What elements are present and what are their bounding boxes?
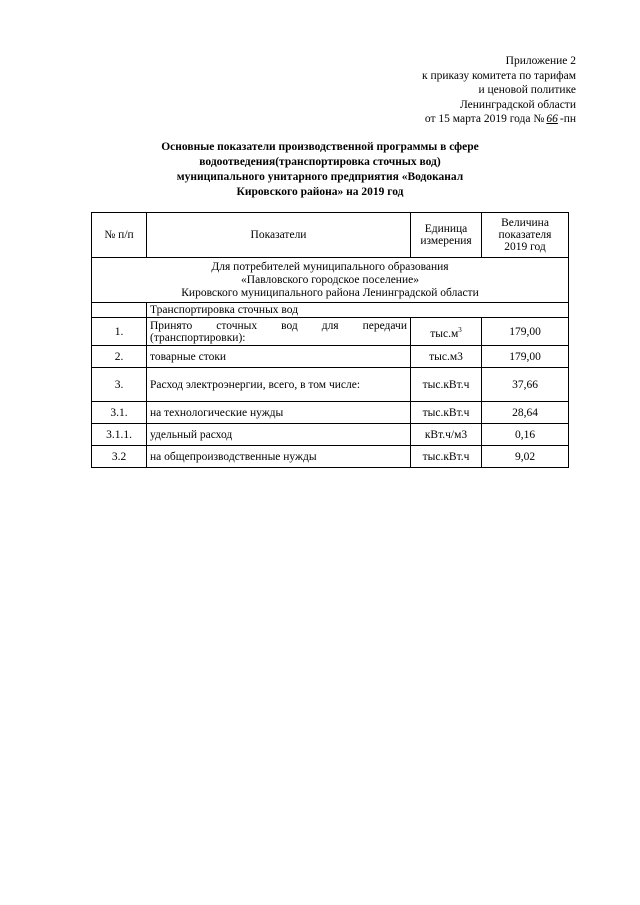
section-num-cell — [92, 303, 147, 318]
row-value: 179,00 — [482, 346, 569, 368]
row-unit — [411, 318, 482, 346]
row-num: 3.2 — [92, 446, 147, 468]
row-indicator: на общепроизводственные нужды — [147, 446, 411, 468]
row-indicator: удельный расход — [147, 424, 411, 446]
header-unit-line: измерения — [420, 235, 472, 247]
header-unit-line: Единица — [424, 223, 468, 235]
row-num: 3. — [92, 368, 147, 402]
row-unit: тыс.кВт.ч — [411, 368, 482, 402]
row-indicator: Расход электроэнергии, всего, в том числе: — [147, 368, 411, 402]
indicators-table — [91, 212, 569, 468]
document-title — [120, 140, 520, 200]
row-value: 9,02 — [482, 446, 569, 468]
appendix-line: к приказу комитета по тарифам — [422, 69, 576, 82]
appendix-line: Приложение 2 — [505, 55, 576, 67]
group-row — [92, 258, 569, 303]
group-line: «Павловского городское поселение» — [241, 273, 419, 286]
row-indicator: товарные стоки — [147, 346, 411, 368]
appendix-line: и ценовой политике — [478, 84, 576, 96]
row-unit: тыс.кВт.ч — [411, 402, 482, 424]
appendix-order-line — [422, 112, 576, 127]
header-value-line: показателя — [498, 229, 552, 241]
row-num: 1. — [92, 318, 147, 346]
row-value: 37,66 — [482, 368, 569, 402]
header-indicator: Показатели — [147, 213, 411, 258]
title-line: водоотведения(транспортировка сточных вод) — [199, 156, 441, 168]
title-line: муниципального унитарного предприятия «Водоканал — [176, 171, 464, 183]
title-line: Основные показатели производственной программы в сфере — [161, 141, 479, 153]
title-line: Кировского района» на 2019 год — [236, 186, 404, 198]
group-cell — [92, 258, 569, 303]
order-prefix: от 15 марта 2019 года № — [424, 113, 545, 125]
row-indicator: Принято сточных вод для передачи (транспортировки): — [147, 318, 411, 346]
row-value: 179,00 — [482, 318, 569, 346]
row-num: 3.1. — [92, 402, 147, 424]
section-row — [92, 303, 569, 318]
header-value-line: 2019 год — [504, 241, 546, 253]
appendix-header — [422, 54, 576, 127]
table-row — [92, 346, 569, 368]
appendix-line: Ленинградской области — [459, 98, 576, 111]
table-row — [92, 368, 569, 402]
row-unit: тыс.кВт.ч — [411, 446, 482, 468]
header-value-line: Величина — [501, 217, 549, 229]
section-label: Транспортировка сточных вод — [147, 303, 569, 318]
table-row — [92, 446, 569, 468]
row-value: 0,16 — [482, 424, 569, 446]
table-row — [92, 402, 569, 424]
table-header-row — [92, 213, 569, 258]
table-row — [92, 424, 569, 446]
row-unit: кВт.ч/м3 — [411, 424, 482, 446]
table-row — [92, 318, 569, 346]
header-num: № п/п — [92, 213, 147, 258]
row-unit-text: тыс.м — [430, 327, 459, 340]
row-unit-sup: 3 — [458, 325, 462, 334]
row-indicator: на технологические нужды — [147, 402, 411, 424]
header-unit — [411, 213, 482, 258]
row-unit: тыс.м3 — [411, 346, 482, 368]
row-num: 3.1.1. — [92, 424, 147, 446]
group-line: Для потребителей муниципального образования — [211, 260, 449, 273]
order-number: 66 — [546, 113, 558, 125]
header-value — [482, 213, 569, 258]
row-value: 28,64 — [482, 402, 569, 424]
order-suffix: -пн — [559, 113, 576, 125]
row-num: 2. — [92, 346, 147, 368]
group-line: Кировского муниципального района Ленинградской области — [181, 286, 479, 299]
